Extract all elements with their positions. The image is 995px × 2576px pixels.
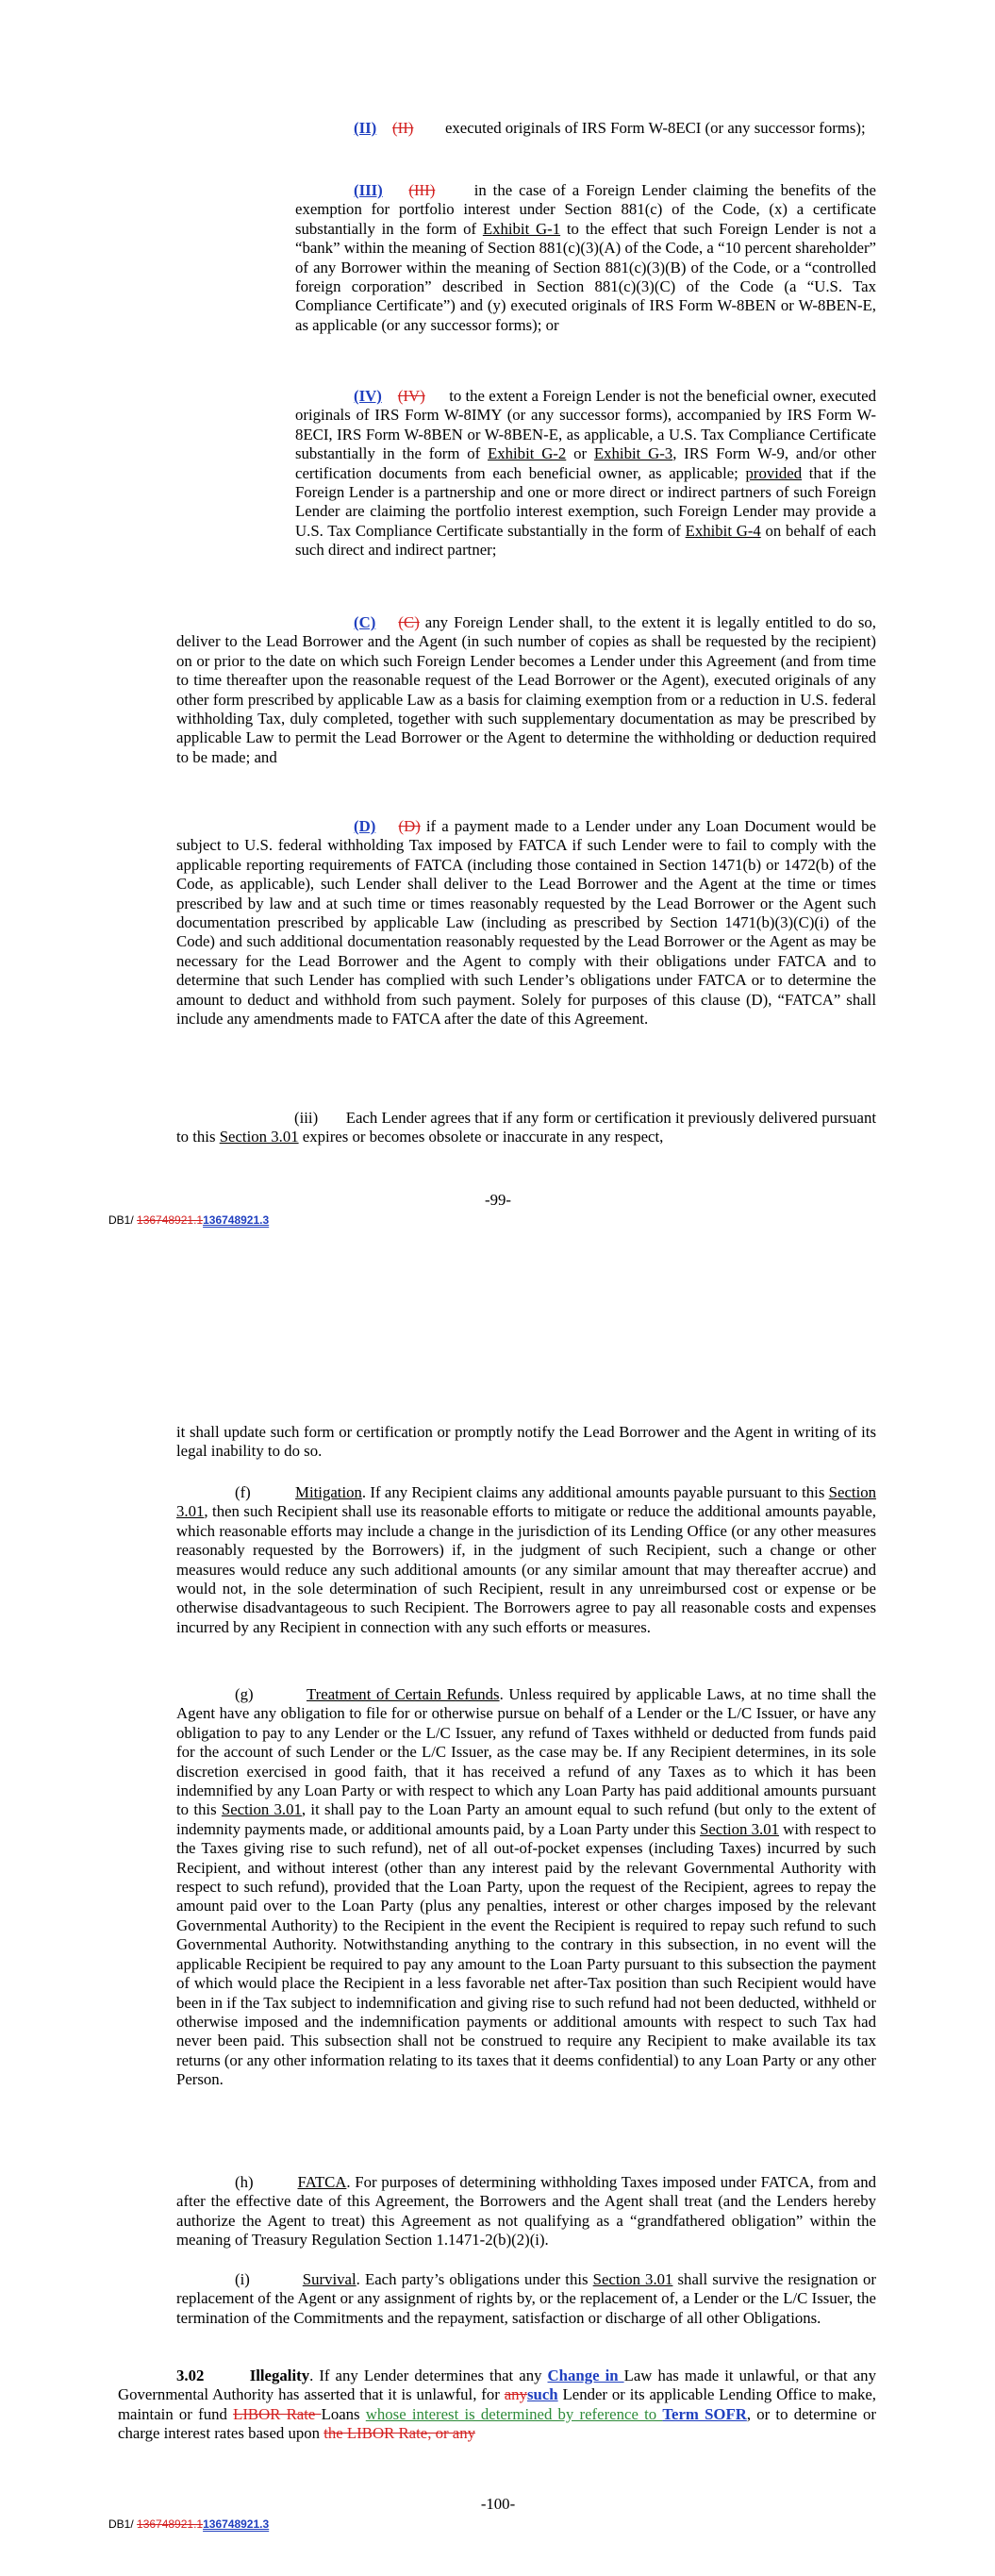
- continuation-text: it shall update such form or certification or promptly notify the Lead Borrower and the Agent in writing of its legal inability to do so.: [176, 1423, 876, 1461]
- page-99: [0, 0, 995, 1264]
- section-link[interactable]: Section 3.01: [700, 1819, 779, 1838]
- exhibit-link[interactable]: Exhibit G-2: [487, 444, 567, 463]
- insertion: Term SOFR: [662, 2404, 747, 2423]
- section-link[interactable]: Section 3.01: [592, 2270, 673, 2288]
- doc-id-deleted: 136748921.1: [137, 2517, 204, 2531]
- clause-number-new: (II): [354, 119, 377, 137]
- deletion: any: [504, 2385, 527, 2404]
- insertion: such: [526, 2385, 558, 2404]
- clause-iii: (iii) Each Lender agrees that if any form or certification it previously delivered pursuant to this Section 3.01 expires or becomes obsolete or inaccurate in any respect,: [176, 1109, 877, 1146]
- doc-id-new: 136748921.3: [203, 2517, 270, 2531]
- clause-number: (i): [235, 2270, 250, 2288]
- clause-number-new: (C): [354, 613, 376, 631]
- clause-number-deleted: (C): [398, 613, 420, 631]
- clause-heading: Treatment of Certain Refunds: [307, 1685, 500, 1703]
- clause-g: (g) Treatment of Certain Refunds. Unless required by applicable Laws, at no time shall the Agent have any obligation to file for or otherwise pursue on behalf of a Lender or the L/C Issuer, or have any obligation to pay to any Lender or the L/C Issuer, any refund of Taxes withheld or deducted from funds paid for the account of such Lender or the L/C Issuer, as the case may be. If any Recipient determines, in its sole discretion exercised in good faith, that it has received a refund of any Taxes as to which it has been indemnified by any Loan Party or with respect to which any Loan Party has paid additional amounts pursuant to this Section 3.01, it shall pay to the Loan Party an amount equal to such refund (but only to the extent of indemnity payments made, or additional amounts paid, by a Loan Party under this Section 3.01 with respect to the Taxes giving rise to such refund), net of all out-of-pocket expenses (including Taxes) incurred by such Recipient, and without interest (other than any interest paid by the relevant Governmental Authority with respect to such refund), provided that the Loan Party, upon the request of the Recipient, agrees to repay the amount paid over to the Loan Party (plus any penalties, interest or other charges imposed by the relevant Governmental Authority) to the Recipient in the event the Recipient is required to repay such refund to such Governmental Authority. Notwithstanding anything to the contrary in this subsection, in no event will the applicable Recipient be required to pay any amount to the Loan Party pursuant to this subsection the payment of which would place the Recipient in a less favorable net after-Tax position than such Recipient would have been in if the Tax subject to indemnification and giving rise to such refund had not been deducted, withheld or otherwise imposed and the indemnification payments or additional amounts with respect to such Tax had never been paid. This subsection shall not be construed to require any Recipient to make available its tax returns (or any other information relating to its taxes that it deems confidential) to any Loan Party or any other Person.: [176, 1685, 877, 2089]
- page-number: -99-: [485, 1191, 511, 1209]
- document-id-footer: DB1/ 136748921.1136748921.3: [108, 1213, 270, 1227]
- clause-heading: Mitigation: [295, 1483, 362, 1501]
- clause-f: (f) Mitigation. If any Recipient claims any additional amounts payable pursuant to this Section 3.01, then such Recipient shall use its reasonable efforts to mitigate or reduce the additional amounts payable, which reasonable efforts may include a change in the jurisdiction of its Lending Office (or any other measures reasonably requested by the Borrowers) if, in the judgment of such Recipient, such a change or other measures would reduce any such additional amounts (or any similar amount that may thereafter accrue) and would not, in the sole determination of such Recipient, result in any unreimbursed cost or expense or be otherwise disadvantageous to such Recipient. The Borrowers agree to pay all reasonable costs and expenses incurred by any Recipient in connection with any such efforts or measures.: [176, 1483, 877, 1636]
- insertion: Change in: [547, 2367, 624, 2384]
- clause-number-deleted: (IV): [397, 387, 425, 405]
- exhibit-link[interactable]: Exhibit G-3: [593, 444, 673, 463]
- clause-IV: (IV) (IV) to the extent a Foreign Lender is not the beneficial owner, executed originals of IRS Form W-8IMY (or any successor forms), accompanied by IRS Form W-8ECI, IRS Form W-8BEN or W-8BEN-E, as applicable, a U.S. Tax Compliance Certificate substantially in the form of Exhibit G-2 or Exhibit G-3, IRS Form W-9, and/or other certification documents from each beneficial owner, as applicable; provided that if the Foreign Lender is a partnership and one or more direct or indirect partners of such Foreign Lender are claiming the portfolio interest exemption, such Foreign Lender may provide a U.S. Tax Compliance Certificate substantially in the form of Exhibit G-4 on behalf of each such direct and indirect partner;: [295, 387, 877, 560]
- clause-number-new: (III): [354, 181, 383, 199]
- clause-number-deleted: (II): [392, 119, 414, 137]
- exhibit-link[interactable]: Exhibit G-1: [482, 219, 561, 238]
- clause-heading: Survival: [302, 2270, 357, 2288]
- clause-number: (g): [235, 1685, 254, 1703]
- section-3-02: 3.02 Illegality. If any Lender determines that any Change in Law has made it unlawful, or that any Governmental Authority has asserted that it is unlawful, for anysuch Lender or its applicable Lending Office to make, maintain or fund LIBOR Rate Loans whose interest is determined by reference to Term SOFR, or to determine or charge interest rates based upon the LIBOR Rate, or any: [118, 2367, 877, 2443]
- exhibit-link[interactable]: Exhibit G-4: [685, 521, 761, 540]
- section-heading: Illegality: [249, 2367, 310, 2384]
- section-link[interactable]: Section 3.01: [176, 1483, 877, 1521]
- clause-number-deleted: (III): [408, 181, 436, 199]
- clause-number: (iii): [294, 1109, 319, 1127]
- clause-D: (D) (D) if a payment made to a Lender under any Loan Document would be subject to U.S. federal withholding Tax imposed by FATCA if such Lender were to fail to comply with the applicable reporting requirements of FATCA (including those contained in Section 1471(b) or 1472(b) of the Code, as applicable), such Lender shall deliver to the Lead Borrower and the Agent at the time or times prescribed by law and at such time or times reasonably requested by the Lead Borrower or the Agent such documentation prescribed by applicable Law (including as prescribed by Section 1471(b)(3)(C)(i) of the Code) and such additional documentation reasonably requested by the Lead Borrower or the Agent as may be necessary for the Lead Borrower and the Agent to comply with their obligations under FATCA and to determine that such Lender has complied with such Lender’s obligations under FATCA or to determine the amount to deduct and withhold from such payment. Solely for purposes of this clause (D), “FATCA” shall include any amendments made to FATCA after the date of this Agreement.: [176, 817, 877, 1029]
- moved-insertion: whose interest is determined by reference to: [365, 2404, 663, 2423]
- page-number: -100-: [480, 2495, 516, 2513]
- clause-i: (i) Survival. Each party’s obligations under this Section 3.01 shall survive the resignation or replacement of the Agent or any assignment of rights by, or the replacement of, a Lender or the L/C Issuer, the termination of the Commitments and the repayment, satisfaction or discharge of all other Obligations.: [176, 2270, 877, 2327]
- clause-h: (h) FATCA. For purposes of determining withholding Taxes imposed under FATCA, from and after the effective date of this Agreement, the Borrowers and the Agent shall treat (and the Lenders hereby authorize the Agent to treat) this Agreement as not qualifying as a “grandfathered obligation” within the meaning of Treasury Regulation Section 1.1471-2(b)(2)(i).: [176, 2173, 876, 2250]
- clause-II: [295, 119, 876, 138]
- clause-text: executed originals of IRS Form W-8ECI (or any successor forms);: [444, 119, 866, 137]
- clause-number-new: (D): [354, 817, 376, 835]
- page-100: [0, 1378, 995, 2576]
- section-number: 3.02: [176, 2367, 205, 2384]
- clause-number: (f): [235, 1483, 251, 1501]
- clause-C: (C) (C) any Foreign Lender shall, to the extent it is legally entitled to do so, deliver to the Lead Borrower and the Agent (in such number of copies as shall be requested by the recipient) on or prior to the date on which such Foreign Lender becomes a Lender under this Agreement (and from time to time thereafter upon the reasonable request of the Lead Borrower or the Agent), executed originals of any other form prescribed by applicable Law as a basis for claiming exemption from or a reduction in U.S. federal withholding Tax, duly completed, together with such supplementary documentation as may be prescribed by applicable Law to permit the Lead Borrower or the Agent to determine the withholding or deduction required to be made; and: [176, 613, 877, 766]
- section-link[interactable]: Section 3.01: [219, 1128, 299, 1146]
- deletion: LIBOR Rate: [233, 2404, 322, 2423]
- document-id-footer: DB1/ 136748921.1136748921.3: [108, 2517, 270, 2531]
- clause-number-new: (IV): [354, 387, 382, 405]
- clause-number: (h): [235, 2173, 254, 2191]
- clause-number-deleted: (D): [398, 817, 421, 835]
- clause-III: (III) (III) in the case of a Foreign Lender claiming the benefits of the exemption for portfolio interest under Section 881(c) of the Code, (x) a certificate substantially in the form of Exhibit G-1 to the effect that such Foreign Lender is not a “bank” within the meaning of Section 881(c)(3)(A) of the Code, a “10 percent shareholder” of any Borrower within the meaning of Section 881(c)(3)(B) of the Code, or a “controlled foreign corporation” described in Section 881(c)(3)(C) of the Code (a “U.S. Tax Compliance Certificate”) and (y) executed originals of IRS Form W-8BEN or W-8BEN-E, as applicable (or any successor forms); or: [295, 181, 876, 334]
- provided-term: provided: [745, 463, 803, 482]
- doc-id-deleted: 136748921.1: [137, 1213, 204, 1227]
- clause-heading: FATCA: [297, 2173, 347, 2191]
- section-link[interactable]: Section 3.01: [221, 1800, 302, 1819]
- page-gap: [0, 1264, 995, 1378]
- deletion: the LIBOR Rate, or any: [323, 2424, 476, 2443]
- doc-id-new: 136748921.3: [203, 1213, 270, 1227]
